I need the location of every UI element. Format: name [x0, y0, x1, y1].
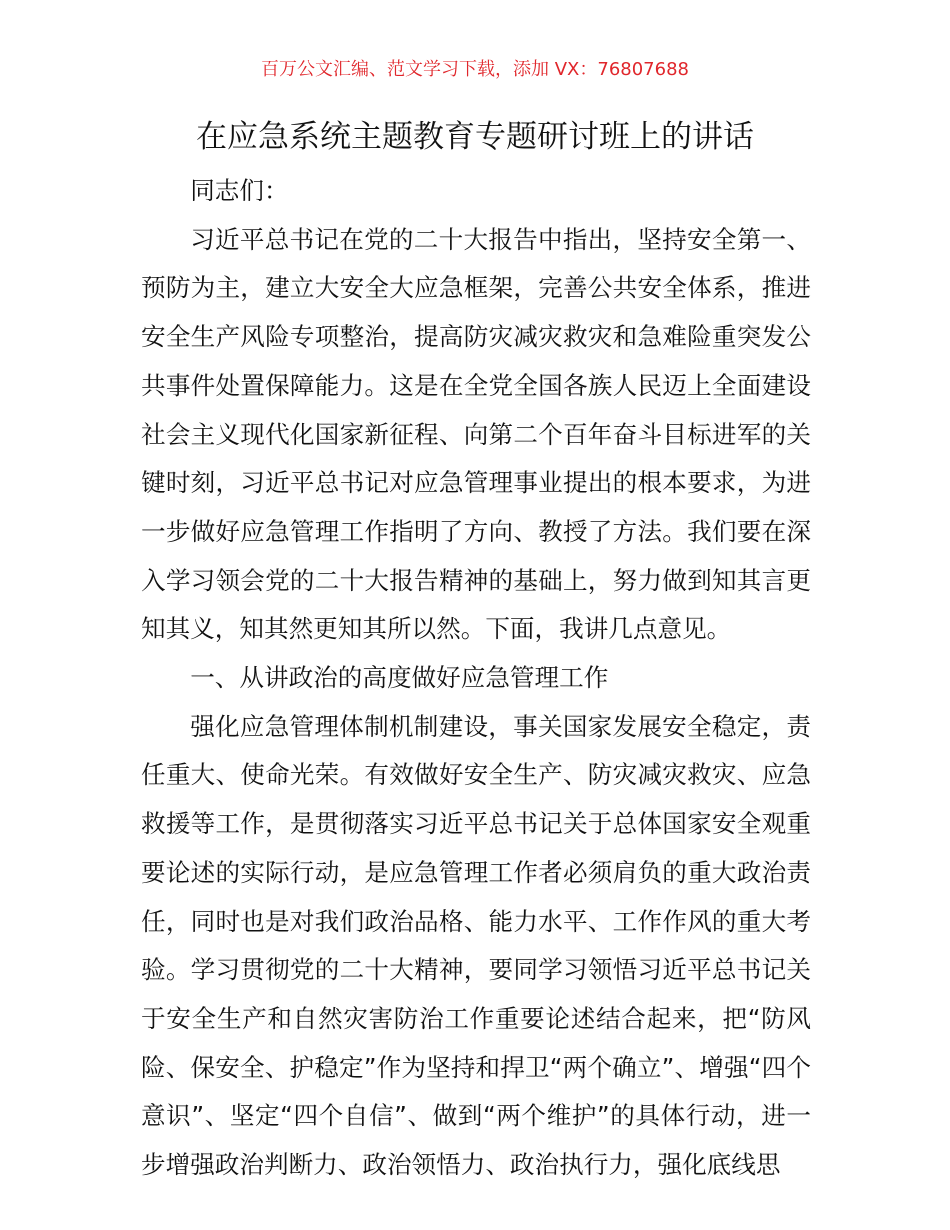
salutation: 同志们：: [190, 176, 289, 205]
document-body: [141, 167, 811, 1190]
section-heading: 一、从讲政治的高度做好应急管理工作: [190, 663, 609, 693]
section-paragraph: 强化应急管理体制机制建设，事关国家发展安全稳定，责任重大、使命光荣。有效做好安全生产、防灾减灾救灾、应急救援等工作，是贯彻落实习近平总书记关于总体国家安全观重要论述的实际行动，是应急管理工作者必须肩负的重大政治责任，同时也是对我们政治品格、能力水平、工作作风的重大考验。学习贯彻党的二十大精神，要同学习领悟习近平总书记关于安全生产和自然灾害防治工作重要论述结合起来，把“防风险、保安全、护稳定”作为坚持和捍卫“两个确立”、增强“四个意识”、坚定“四个自信”、做到“两个维护”的具体行动，进一步增强政治判断力、政治领悟力、政治执行力，强化底线思: [141, 711, 811, 1180]
document-title: 在应急系统主题教育专题研讨班上的讲话: [196, 119, 754, 155]
intro-paragraph: 习近平总书记在党的二十大报告中指出，坚持安全第一、预防为主，建立大安全大应急框架，完善公共安全体系，推进安全生产风险专项整治，提高防灾减灾救灾和急难险重突发公共事件处置保障能力。这是在全党全国各族人民迈上全面建设社会主义现代化国家新征程、向第二个百年奋斗目标进军的关键时刻，习近平总书记对应急管理事业提出的根本要求，为进一步做好应急管理工作指明了方向、教授了方法。我们要在深入学习领会党的二十大报告精神的基础上，努力做到知其言更知其义，知其然更知其所以然。下面，我讲几点意见。: [141, 224, 811, 644]
header-note: 百万公文汇编、范文学习下载，添加 VX：76807688: [261, 59, 689, 80]
